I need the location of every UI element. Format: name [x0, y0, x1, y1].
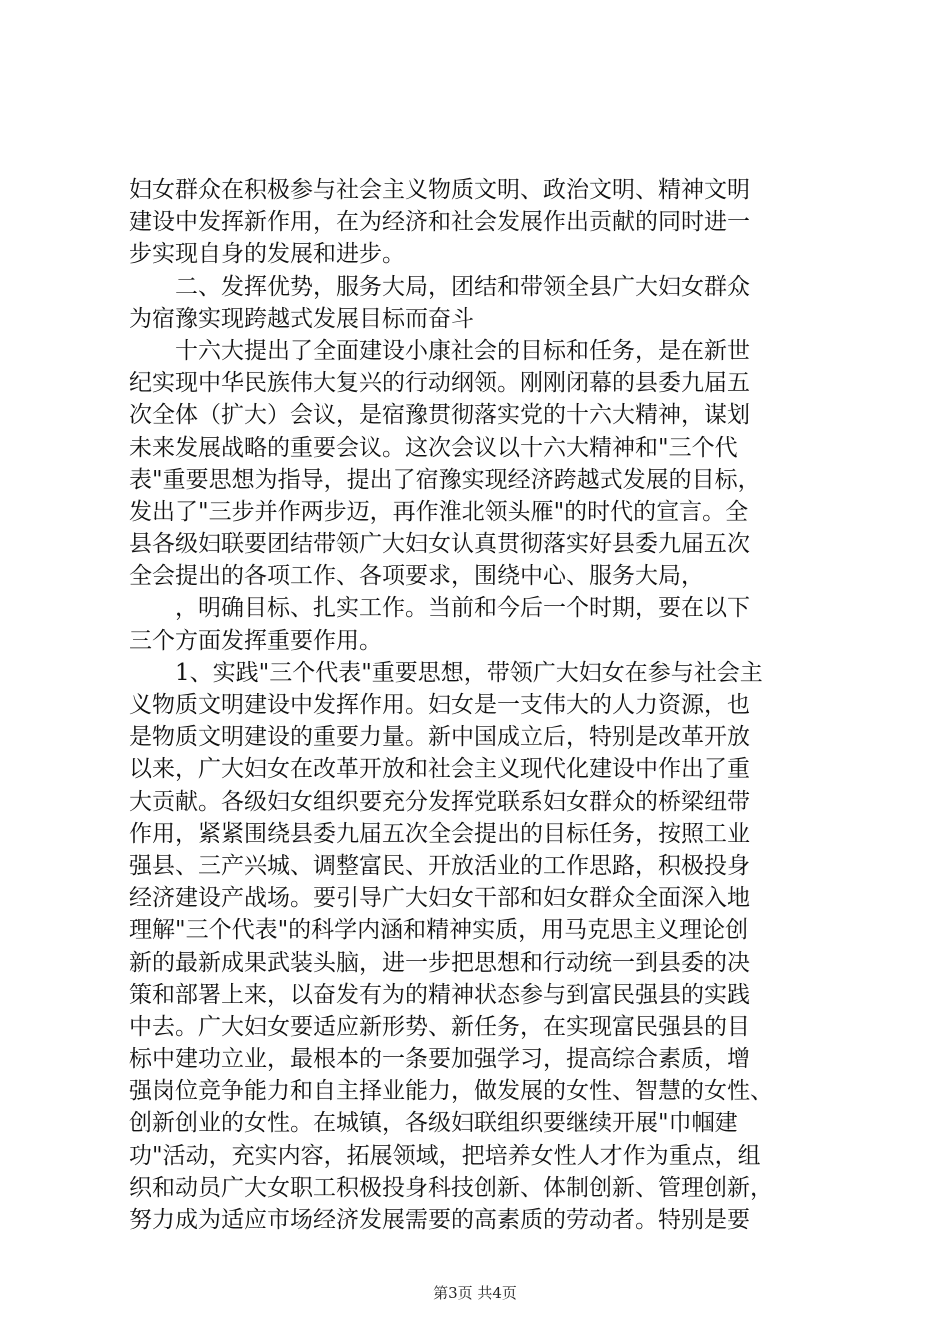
text-line: 中去。广大妇女要适应新形势、新任务，在实现富民强县的目	[129, 1013, 750, 1040]
text-line: 是物质文明建设的重要力量。新中国成立后，特别是改革开放	[129, 724, 750, 751]
section-heading-line: 二、发挥优势，服务大局，团结和带领全县广大妇女群众	[129, 273, 750, 300]
text-line: 义物质文明建设中发挥作用。妇女是一支伟大的人力资源，也	[129, 692, 750, 718]
text-line: 织和动员广大女职工积极投身科技创新、体制创新、管理创新，	[129, 1174, 773, 1201]
text-line: 未来发展战略的重要会议。这次会议以十六大精神和"三个代	[129, 434, 738, 461]
text-line: 1、实践"三个代表"重要思想，带领广大妇女在参与社会主	[129, 659, 763, 686]
text-line: 强岗位竞争能力和自主择业能力，做发展的女性、智慧的女性、	[129, 1078, 773, 1105]
page-number-footer: 第3页 共4页	[433, 1284, 517, 1302]
text-line: 强县、三产兴城、调整富民、开放活业的工作思路，积极投身	[129, 852, 750, 879]
text-line: 功"活动，充实内容，拓展领域，把培养女性人才作为重点，组	[129, 1142, 761, 1169]
text-line: 全会提出的各项工作、各项要求，围绕中心、服务大局，	[129, 563, 704, 590]
section-heading-line: 为宿豫实现跨越式发展目标而奋斗	[129, 305, 474, 332]
text-line: 妇女群众在积极参与社会主义物质文明、政治文明、精神文明	[129, 177, 750, 203]
body-text	[129, 174, 829, 1236]
text-line: 建设中发挥新作用，在为经济和社会发展作出贡献的同时进一	[129, 209, 750, 236]
text-line: 表"重要思想为指导，提出了宿豫实现经济跨越式发展的目标，	[129, 466, 761, 493]
text-line: 作用，紧紧围绕县委九届五次全会提出的目标任务，按照工业	[129, 820, 750, 847]
text-line: 经济建设产战场。要引导广大妇女干部和妇女群众全面深入地	[129, 885, 750, 912]
text-line: 次全体（扩大）会议，是宿豫贯彻落实党的十六大精神，谋划	[129, 402, 750, 429]
text-line: 纪实现中华民族伟大复兴的行动纲领。刚刚闭幕的县委九届五	[129, 370, 750, 397]
text-line: 标中建功立业，最根本的一条要加强学习，提高综合素质，增	[129, 1046, 750, 1073]
text-line: 十六大提出了全面建设小康社会的目标和任务，是在新世	[129, 337, 750, 364]
text-line: 努力成为适应市场经济发展需要的高素质的劳动者。特别是要	[129, 1207, 750, 1233]
text-line: 策和部署上来，以奋发有为的精神状态参与到富民强县的实践	[129, 981, 750, 1008]
text-line: 三个方面发挥重要作用。	[129, 627, 382, 654]
text-line: 发出了"三步并作两步迈，再作淮北领头雁"的时代的宣言。全	[129, 498, 749, 525]
text-line: 理解"三个代表"的科学内涵和精神实质，用马克思主义理论创	[129, 917, 749, 944]
text-line: 县各级妇联要团结带领广大妇女认真贯彻落实好县委九届五次	[129, 531, 750, 558]
text-line: 新的最新成果武装头脑，进一步把思想和行动统一到县委的决	[129, 949, 750, 976]
text-line: 步实现自身的发展和进步。	[129, 241, 405, 268]
text-line: ，明确目标、扎实工作。当前和今后一个时期，要在以下	[129, 595, 750, 622]
text-line: 创新创业的女性。在城镇，各级妇联组织要继续开展"巾帼建	[129, 1110, 738, 1137]
text-line: 大贡献。各级妇女组织要充分发挥党联系妇女群众的桥梁纽带	[129, 788, 750, 815]
text-line: 以来，广大妇女在改革开放和社会主义现代化建设中作出了重	[129, 756, 750, 783]
